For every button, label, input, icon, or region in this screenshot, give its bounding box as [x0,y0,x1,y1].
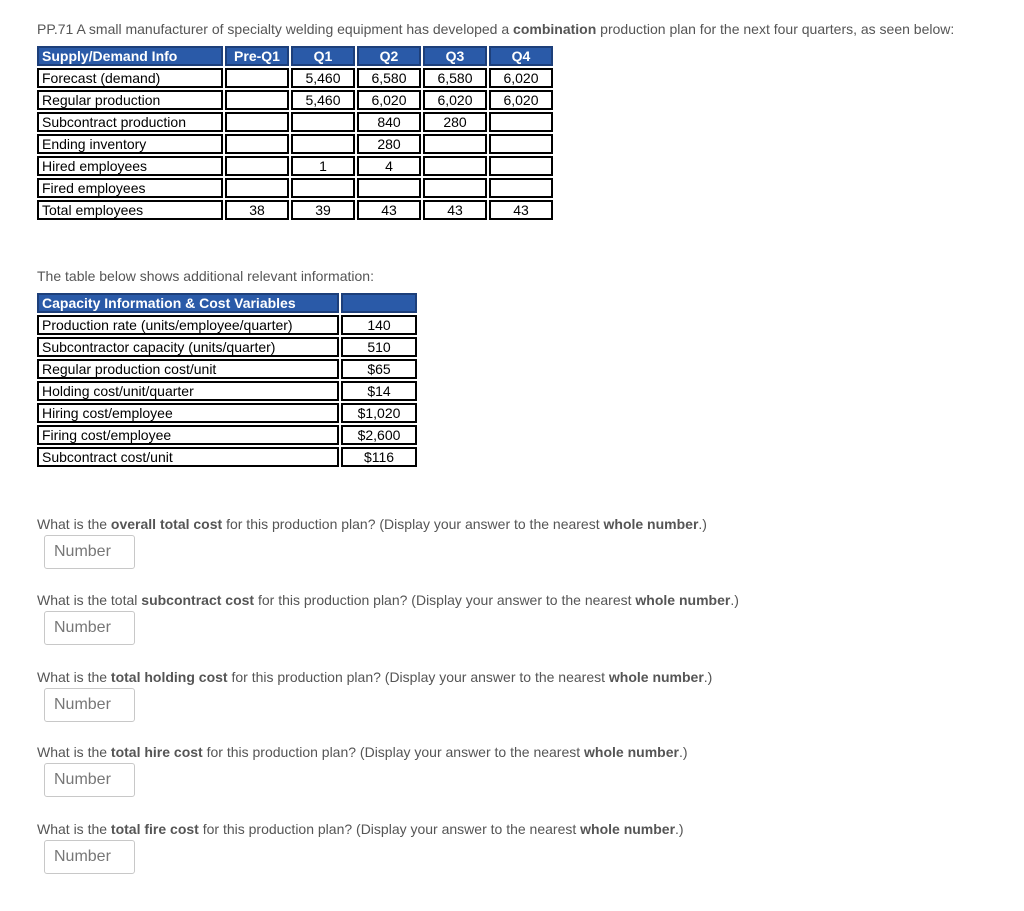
table-cell: 43 [357,200,421,220]
question-fire-cost [37,820,684,838]
row-label: Total employees [37,200,223,220]
table-cell: 6,020 [357,90,421,110]
question-text: for this production plan? (Display your answer to the nearest [227,669,609,685]
row-label: Production rate (units/employee/quarter) [37,315,339,335]
table-row [37,112,553,132]
question-text: .) [678,744,688,760]
table-cell [291,178,355,198]
column-header: Q1 [291,46,355,66]
table-cell [225,68,289,88]
table-cell [489,112,553,132]
row-label: Subcontract cost/unit [37,447,339,467]
row-label: Regular production cost/unit [37,359,339,379]
table-cell: 43 [423,200,487,220]
table-cell: $14 [341,381,417,401]
table-cell: 280 [357,134,421,154]
row-label: Holding cost/unit/quarter [37,381,339,401]
table-cell [489,156,553,176]
question-overall-total-cost [37,515,707,533]
question-hire-cost [37,743,688,761]
column-header: Q3 [423,46,487,66]
intro-suffix: production plan for the next four quarters, as seen below: [596,21,955,37]
row-label: Ending inventory [37,134,223,154]
table-header-row [37,46,553,66]
table-cell: 840 [357,112,421,132]
table-row [37,200,553,220]
question-emphasis: whole number [608,669,704,685]
intro-bold: combination [513,21,597,37]
table-cell [489,134,553,154]
column-header: Supply/Demand Info [37,46,223,66]
row-label: Hiring cost/employee [37,403,339,423]
question-emphasis: total fire cost [110,821,199,837]
table-cell: 5,460 [291,68,355,88]
table-cell: 140 [341,315,417,335]
question-emphasis: subcontract cost [141,592,255,608]
question-text: .) [698,516,707,532]
hire-cost-input[interactable] [44,763,135,797]
question-emphasis: whole number [584,744,679,760]
table-row [37,134,553,154]
table-cell: 43 [489,200,553,220]
question-text: .) [730,592,739,608]
problem-statement [37,20,1017,38]
table-cell [489,178,553,198]
table-cell [225,90,289,110]
table-row [37,178,553,198]
question-emphasis: whole number [635,592,731,608]
column-header: Pre-Q1 [225,46,289,66]
table-cell: 1 [291,156,355,176]
overall-total-cost-input[interactable] [44,535,135,569]
question-text: What is the total [37,592,142,608]
table-cell: $65 [341,359,417,379]
row-label: Subcontract production [37,112,223,132]
table-row [37,381,417,401]
question-emphasis: total hire cost [110,744,203,760]
row-label: Forecast (demand) [37,68,223,88]
intro-prefix: PP.71 A small manufacturer of specialty welding equipment has developed a [37,21,514,37]
question-emphasis: whole number [580,821,676,837]
table-cell: $116 [341,447,417,467]
question-text: for this production plan? (Display your answer to the nearest [254,592,636,608]
question-text: .) [703,669,713,685]
question-text: .) [675,821,684,837]
table-cell [357,178,421,198]
table-cell [225,134,289,154]
question-text: What is the [37,669,111,685]
row-label: Regular production [37,90,223,110]
table-cell [225,112,289,132]
table-row [37,403,417,423]
capacity-cost-table [35,291,419,469]
table-cell [225,178,289,198]
table-cell: $2,600 [341,425,417,445]
fire-cost-input[interactable] [44,840,135,874]
subcontract-cost-input[interactable] [44,611,135,645]
row-label: Firing cost/employee [37,425,339,445]
table-cell [291,134,355,154]
question-text: What is the [37,821,111,837]
table-cell: 6,020 [423,90,487,110]
question-text: for this production plan? (Display your answer to the nearest [222,516,604,532]
table-row [37,337,417,357]
row-label: Subcontractor capacity (units/quarter) [37,337,339,357]
question-emphasis: whole number [603,516,699,532]
question-holding-cost [37,668,712,686]
table-cell: 39 [291,200,355,220]
table-row [37,447,417,467]
table-cell [291,112,355,132]
question-text: What is the [37,516,111,532]
table-cell [225,156,289,176]
row-label: Hired employees [37,156,223,176]
question-text: for this production plan? (Display your answer to the nearest [202,744,585,760]
table-cell: 38 [225,200,289,220]
table-row [37,315,417,335]
table-cell [423,134,487,154]
table-row [37,90,553,110]
table-row [37,425,417,445]
table-row [37,68,553,88]
subheading: The table below shows additional relevant information: [37,268,374,284]
table-row [37,156,553,176]
question-subcontract-cost [37,591,739,609]
question-emphasis: total holding cost [110,669,228,685]
table-cell: 6,020 [489,90,553,110]
table-cell: 280 [423,112,487,132]
table-cell: 6,580 [423,68,487,88]
question-text: for this production plan? (Display your answer to the nearest [198,821,581,837]
supply-demand-table [35,44,555,222]
holding-cost-input[interactable] [44,688,135,722]
table-cell [423,156,487,176]
table-cell: 6,020 [489,68,553,88]
column-header [341,293,417,313]
table-cell: $1,020 [341,403,417,423]
question-text: What is the [37,744,111,760]
column-header: Q2 [357,46,421,66]
table-cell: 4 [357,156,421,176]
table-cell [423,178,487,198]
table-row [37,359,417,379]
table-cell: 6,580 [357,68,421,88]
table-cell: 510 [341,337,417,357]
table-header-row [37,293,417,313]
column-header: Q4 [489,46,553,66]
table-cell: 5,460 [291,90,355,110]
column-header: Capacity Information & Cost Variables [37,293,339,313]
question-emphasis: overall total cost [110,516,223,532]
row-label: Fired employees [37,178,223,198]
